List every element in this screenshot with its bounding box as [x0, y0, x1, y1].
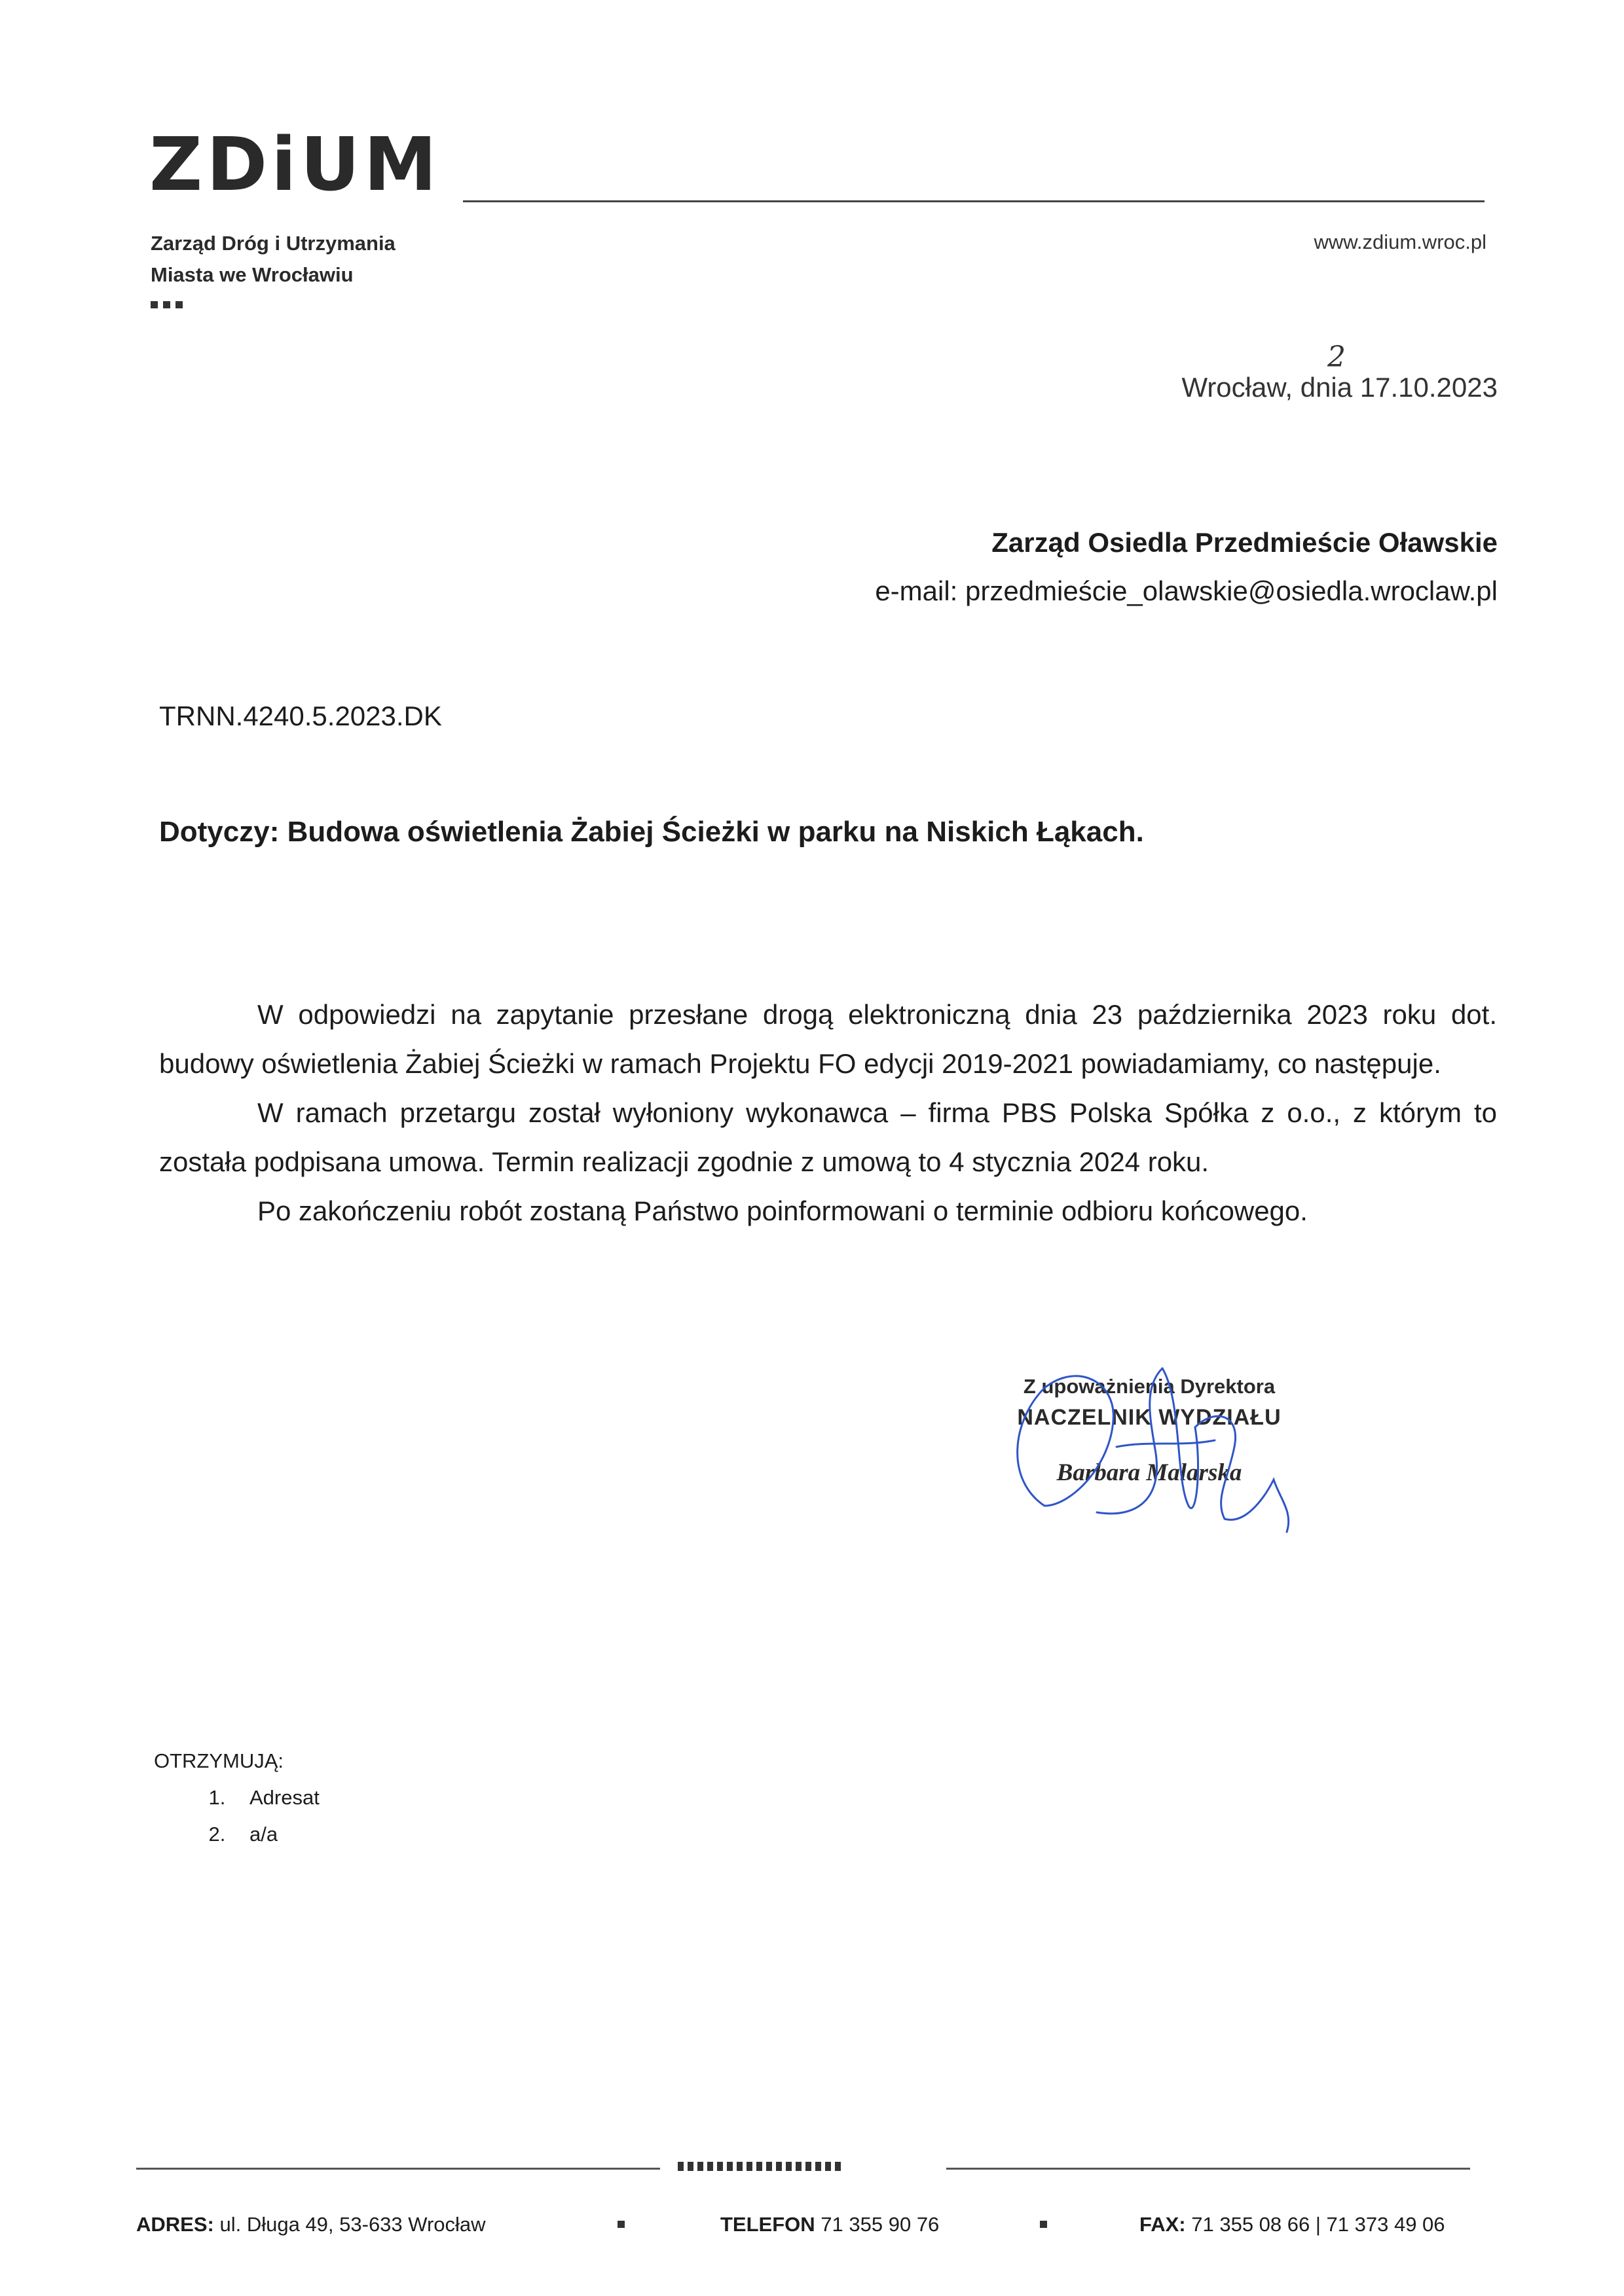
address-value: ul. Długa 49, 53-633 Wrocław	[219, 2213, 486, 2236]
footer-address	[136, 2213, 486, 2236]
signature-name: Barbara Malarska	[1056, 1459, 1242, 1486]
footer-dots	[678, 2162, 845, 2174]
website-link[interactable]: www.zdium.wroc.pl	[1314, 230, 1486, 253]
signature-title: NACZELNIK WYDZIAŁU	[1017, 1405, 1282, 1430]
logo: ZDiUM	[149, 122, 441, 208]
logo-dots	[151, 300, 188, 312]
handwritten-signature-icon	[966, 1349, 1333, 1545]
body-paragraph-1: W odpowiedzi na zapytanie przesłane drogą elektroniczną dnia 23 października 2023 roku dot. budowy oświetlenia Żabiej Ścieżki w ramach Projektu FO edycji 2019-2021 powiadamiamy, co następuje.	[159, 999, 1497, 1079]
footer-divider-right	[946, 2168, 1470, 2170]
address-label: ADRES:	[136, 2213, 214, 2236]
footer-divider-left	[136, 2168, 660, 2170]
footer-separator	[618, 2221, 625, 2228]
letter-body	[159, 990, 1497, 1235]
phone-value: 71 355 90 76	[821, 2213, 940, 2236]
fax-value: 71 355 08 66 | 71 373 49 06	[1191, 2213, 1445, 2236]
signature-authority: Z upoważnienia Dyrektora	[1023, 1375, 1276, 1398]
body-paragraph-2: W ramach przetargu został wyłoniony wykonawca – firma PBS Polska Spółka z o.o., z którym to została podpisana umowa. Termin realizacji zgodnie z umową to 4 stycznia 2024 roku.	[159, 1097, 1497, 1177]
org-line-1: Zarząd Dróg i Utrzymania	[151, 232, 396, 255]
list-item: 2. a/a	[231, 1816, 320, 1853]
handwritten-date-correction: 2	[1327, 340, 1346, 374]
header-divider	[463, 200, 1485, 202]
receivers-list	[154, 1743, 320, 1853]
footer-separator	[1040, 2221, 1047, 2228]
reference-number: TRNN.4240.5.2023.DK	[159, 701, 442, 731]
organization-name	[151, 228, 396, 291]
list-item: 1. Adresat	[231, 1779, 320, 1816]
phone-label: TELEFON	[720, 2213, 815, 2236]
fax-label: FAX:	[1139, 2213, 1186, 2236]
footer-fax	[1139, 2213, 1445, 2236]
recipient-block	[875, 519, 1498, 615]
subject-line: Dotyczy: Budowa oświetlenia Żabiej Ścieżki w parku na Niskich Łąkach.	[159, 816, 1144, 848]
recipient-email: e-mail: przedmieście_olawskie@osiedla.wroclaw.pl	[875, 575, 1498, 606]
body-paragraph-3: Po zakończeniu robót zostaną Państwo poinformowani o terminie odbioru końcowego.	[257, 1195, 1308, 1226]
letter-date: Wrocław, dnia 17.10.2023	[1181, 372, 1498, 403]
receivers-title: OTRZYMUJĄ:	[154, 1749, 284, 1772]
org-line-2: Miasta we Wrocławiu	[151, 263, 354, 286]
signature-stamp	[966, 1349, 1333, 1545]
recipient-name: Zarząd Osiedla Przedmieście Oławskie	[991, 527, 1498, 558]
footer-phone	[720, 2213, 939, 2236]
